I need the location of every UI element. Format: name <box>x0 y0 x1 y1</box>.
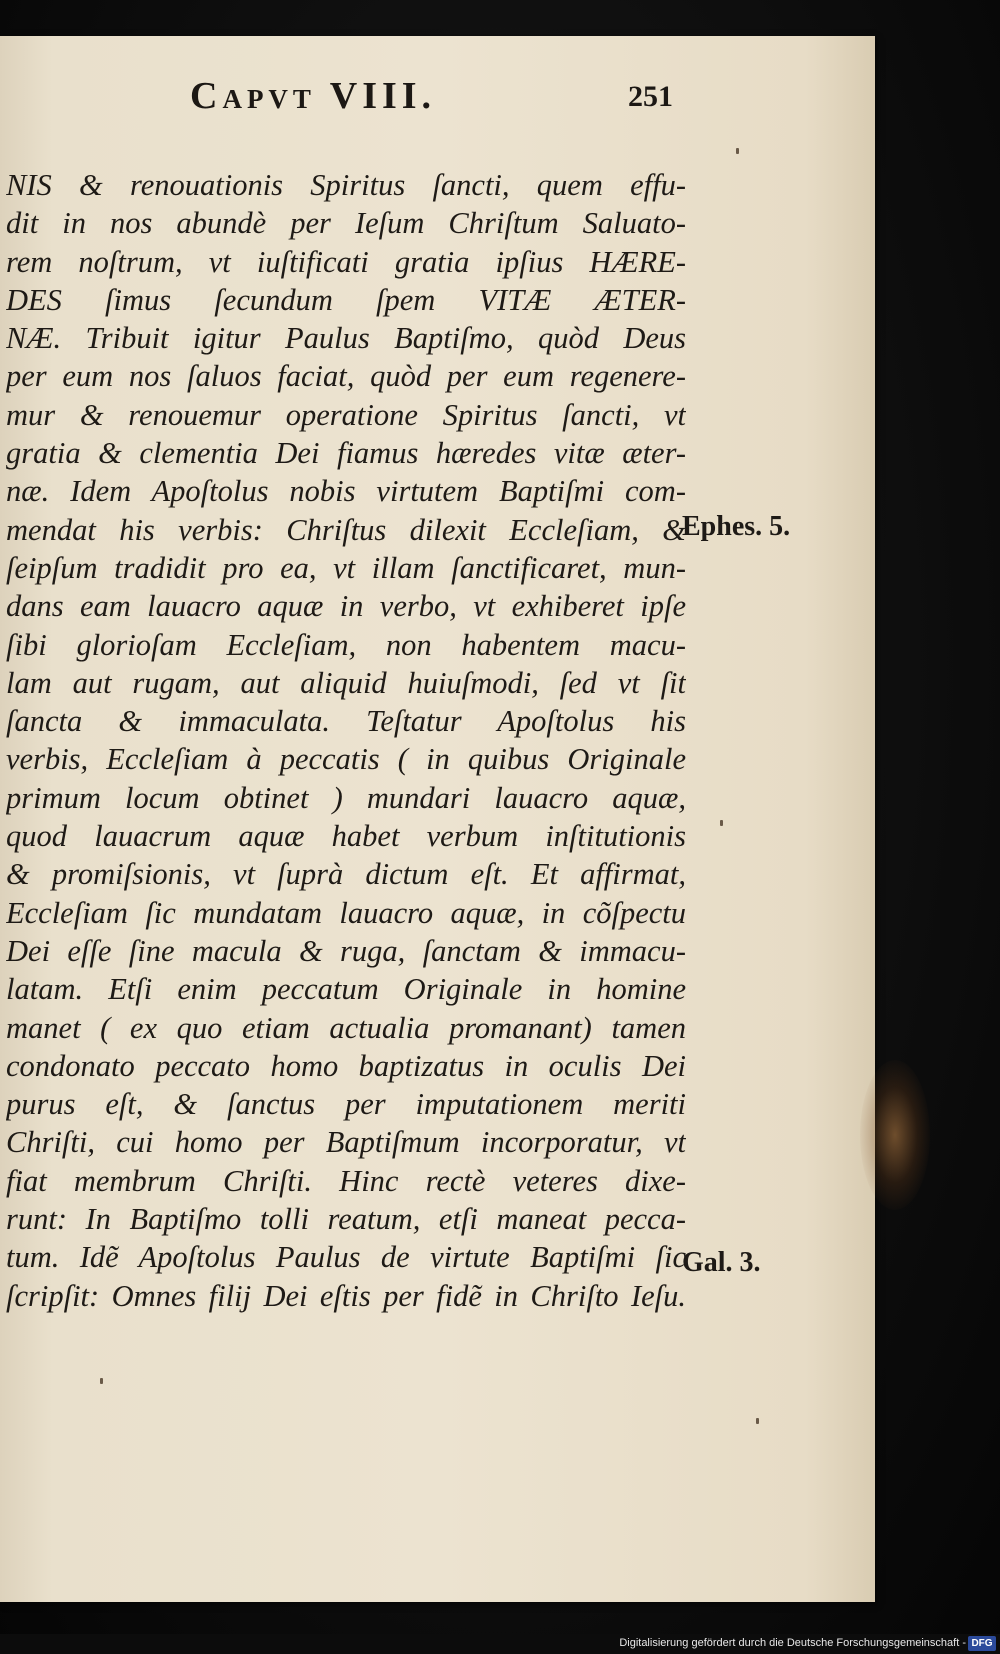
ink-speck <box>736 148 739 154</box>
text-line: ſeipſum tradidit pro ea, vt illam ſanctificaret, mun- <box>6 550 686 585</box>
text-line: fiat membrum Chriſti. Hinc rectè veteres dixe- <box>6 1163 686 1198</box>
text-line: manet ( ex quo etiam actualia promanant) tamen <box>6 1010 686 1045</box>
page-stain <box>860 1060 930 1210</box>
text-line: Chriſti, cui homo per Baptiſmum incorporatur, vt <box>6 1125 686 1160</box>
text-line: mendat his verbis: Chriſtus dilexit Eccleſiam, & <box>6 512 686 547</box>
text-line: lam aut rugam, aut aliquid huiuſmodi, ſed vt ſit <box>6 665 686 700</box>
text-line: latam. Etſi enim peccatum Originale in homine <box>6 972 686 1007</box>
running-head: Capvt VIII. <box>190 75 437 117</box>
text-line: ſibi glorioſam Eccleſiam, non habentem macu- <box>6 627 686 662</box>
text-line: ſancta & immaculata. Teſtatur Apoſtolus his <box>6 704 686 739</box>
text-line: condonato peccato homo baptizatus in oculis Dei <box>6 1048 686 1083</box>
text-line: & promiſsionis, vt ſuprà dictum eſt. Et affirmat, <box>6 857 686 892</box>
text-line: tum. Idẽ Apoſtolus Paulus de virtute Baptiſmi ſic <box>6 1240 686 1275</box>
text-line: primum locum obtinet ) mundari lauacro aquæ, <box>6 780 686 815</box>
text-line: runt: In Baptiſmo tolli reatum, etſi maneat pecca- <box>6 1202 686 1237</box>
text-line: rem noſtrum, vt iuſtificati gratia ipſius HÆRE- <box>6 244 686 279</box>
text-line: verbis, Eccleſiam à peccatis ( in quibus Originale <box>6 742 686 777</box>
body-text <box>6 166 686 1315</box>
text-line: NÆ. Tribuit igitur Paulus Baptiſmo, quòd Deus <box>6 321 686 356</box>
text-line: mur & renouemur operatione Spiritus ſancti, vt <box>6 397 686 432</box>
ink-speck <box>720 820 723 826</box>
dfg-logo: DFG <box>968 1636 996 1651</box>
marginal-note-galatians: Gal. 3. <box>682 1247 761 1278</box>
text-line: næ. Idem Apoſtolus nobis virtutem Baptiſmi com- <box>6 474 686 509</box>
ink-speck <box>756 1418 759 1424</box>
page-header <box>0 74 875 134</box>
page-number: 251 <box>628 80 673 113</box>
text-line: per eum nos ſaluos faciat, quòd per eum regenere- <box>6 359 686 394</box>
digitization-credit: Digitalisierung gefördert durch die Deutsche Forschungsgemeinschaft - <box>619 1637 966 1649</box>
ink-speck <box>100 1378 103 1384</box>
marginal-note-ephesians: Ephes. 5. <box>682 511 791 542</box>
text-line: DES ſimus ſecundum ſpem VITÆ ÆTER- <box>6 282 686 317</box>
text-line: purus eſt, & ſanctus per imputationem meriti <box>6 1087 686 1122</box>
text-line: Eccleſiam ſic mundatam lauacro aquæ, in cõſpectu <box>6 895 686 930</box>
text-line: ſcripſit: Omnes filij Dei eſtis per fidẽ in Chriſto Ieſu. <box>6 1278 686 1313</box>
text-line: quod lauacrum aquæ habet verbum inſtitutionis <box>6 819 686 854</box>
text-line: gratia & clementia Dei fiamus hæredes vitæ æter- <box>6 436 686 471</box>
text-line: dit in nos abundè per Ieſum Chriſtum Saluato- <box>6 206 686 241</box>
text-line: Dei eſſe ſine macula & ruga, ſanctam & immacu- <box>6 933 686 968</box>
text-line: dans eam lauacro aquæ in verbo, vt exhiberet ipſe <box>6 589 686 624</box>
text-line: NIS & renouationis Spiritus ſancti, quem effu- <box>6 168 686 202</box>
